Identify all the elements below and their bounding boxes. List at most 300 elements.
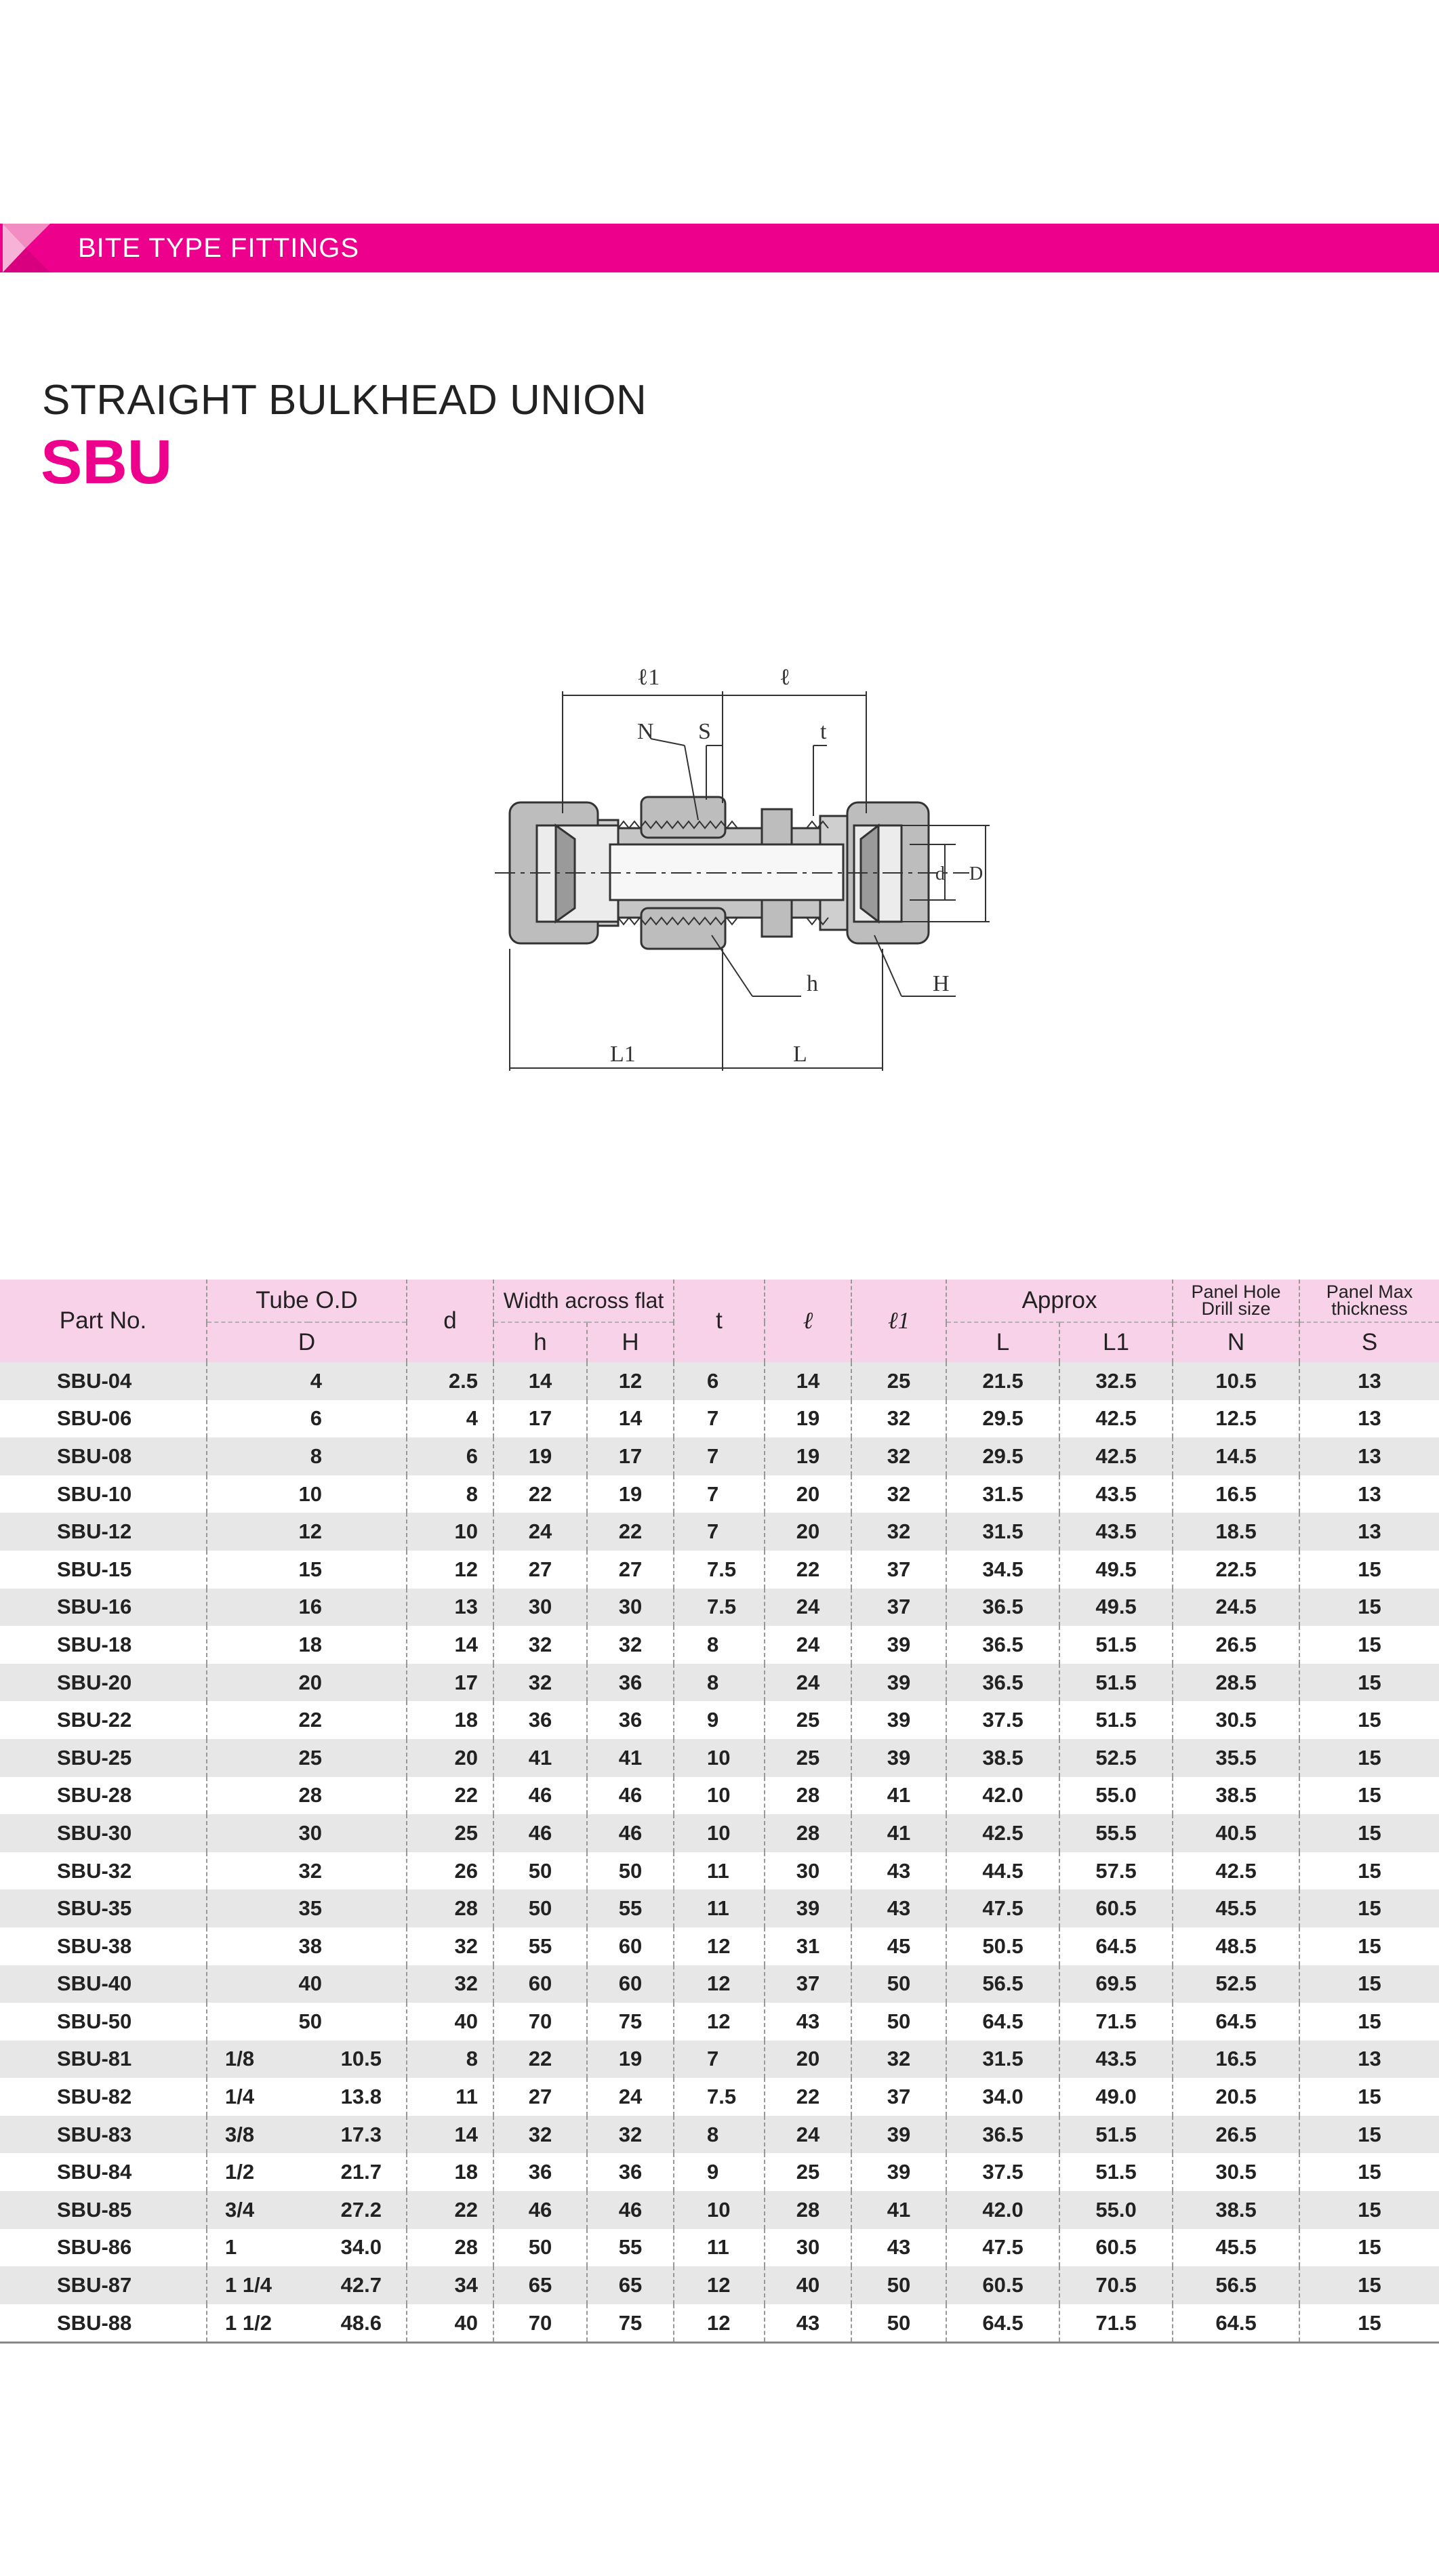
cell-tube-od: 40 — [207, 1965, 407, 2003]
cell-l1: 39 — [851, 2116, 946, 2154]
cell-d: 2.5 — [407, 1362, 493, 1400]
cell-panel-hole: 42.5 — [1173, 1852, 1299, 1890]
cell-h: 50 — [493, 2229, 587, 2267]
cell-approx-l: 56.5 — [946, 1965, 1059, 2003]
header-approx-l1: L1 — [1059, 1322, 1173, 1362]
cell-panel-max: 15 — [1299, 1551, 1439, 1589]
header-t: t — [674, 1280, 765, 1362]
cell-d: 10 — [407, 1513, 493, 1551]
cell-d: 14 — [407, 1626, 493, 1664]
cell-approx-l: 31.5 — [946, 1475, 1059, 1513]
cell-panel-max: 13 — [1299, 1362, 1439, 1400]
label-big-h: H — [933, 971, 950, 996]
cell-panel-max: 15 — [1299, 1852, 1439, 1890]
cell-h: 19 — [493, 1437, 587, 1475]
cell-l: 25 — [765, 2153, 851, 2191]
cell-approx-l: 38.5 — [946, 1739, 1059, 1777]
cell-tube-od: 15 — [207, 1551, 407, 1589]
cell-approx-l: 29.5 — [946, 1400, 1059, 1438]
cell-l1: 39 — [851, 1701, 946, 1739]
cell-panel-max: 15 — [1299, 1814, 1439, 1852]
header-panel-max-line2: thickness — [1331, 1299, 1408, 1319]
cell-approx-l1: 49.5 — [1059, 1589, 1173, 1627]
cell-panel-hole: 28.5 — [1173, 1664, 1299, 1702]
table-row — [0, 1475, 1439, 1513]
header-panel-hole-line2: Drill size — [1201, 1299, 1271, 1319]
cell-tube-od: 50 — [207, 2003, 407, 2041]
cell-l: 24 — [765, 1664, 851, 1702]
cell-approx-l1: 70.5 — [1059, 2266, 1173, 2304]
chevron-badge-icon — [3, 224, 50, 272]
cell-approx-l: 37.5 — [946, 2153, 1059, 2191]
cell-big-h: 46 — [587, 2191, 674, 2229]
cell-d: 22 — [407, 2191, 493, 2229]
label-l1: ℓ1 — [637, 665, 660, 690]
cell-part-no: SBU-35 — [0, 1889, 207, 1927]
cell-approx-l1: 55.5 — [1059, 1814, 1173, 1852]
table-row — [0, 1814, 1439, 1852]
cell-h: 32 — [493, 2116, 587, 2154]
cell-tube-od: 25 — [207, 1739, 407, 1777]
cell-panel-hole: 26.5 — [1173, 1626, 1299, 1664]
cell-approx-l1: 43.5 — [1059, 1475, 1173, 1513]
cell-l1: 39 — [851, 1664, 946, 1702]
table-row — [0, 1551, 1439, 1589]
cell-t: 7.5 — [674, 2078, 765, 2116]
cell-panel-max: 15 — [1299, 1626, 1439, 1664]
cell-panel-hole: 24.5 — [1173, 1589, 1299, 1627]
cell-d: 28 — [407, 2229, 493, 2267]
cell-panel-max: 13 — [1299, 1475, 1439, 1513]
cell-approx-l: 50.5 — [946, 1927, 1059, 1965]
cell-panel-hole: 26.5 — [1173, 2116, 1299, 2154]
cell-panel-max: 13 — [1299, 2041, 1439, 2079]
cell-t: 10 — [674, 2191, 765, 2229]
cell-approx-l: 34.5 — [946, 1551, 1059, 1589]
cell-h: 36 — [493, 2153, 587, 2191]
table-row — [0, 1362, 1439, 1400]
cell-part-no: SBU-10 — [0, 1475, 207, 1513]
cell-panel-max: 15 — [1299, 2266, 1439, 2304]
cell-big-h: 36 — [587, 2153, 674, 2191]
cell-l1: 32 — [851, 1513, 946, 1551]
section-banner — [0, 224, 1439, 272]
cell-t: 7 — [674, 1513, 765, 1551]
cell-tube-od: 22 — [207, 1701, 407, 1739]
table-row — [0, 1513, 1439, 1551]
cell-big-h: 60 — [587, 1965, 674, 2003]
cell-part-no: SBU-04 — [0, 1362, 207, 1400]
cell-h: 32 — [493, 1626, 587, 1664]
cell-approx-l1: 51.5 — [1059, 1701, 1173, 1739]
cell-panel-max: 13 — [1299, 1513, 1439, 1551]
cell-panel-max: 15 — [1299, 1927, 1439, 1965]
cell-part-no: SBU-50 — [0, 2003, 207, 2041]
cell-t: 8 — [674, 1626, 765, 1664]
cell-approx-l: 31.5 — [946, 1513, 1059, 1551]
header-l: ℓ — [765, 1280, 851, 1362]
cell-l: 24 — [765, 1626, 851, 1664]
cell-l1: 32 — [851, 1475, 946, 1513]
cell-l1: 37 — [851, 2078, 946, 2116]
table-row — [0, 2116, 1439, 2154]
table-row — [0, 2229, 1439, 2267]
cell-l: 19 — [765, 1400, 851, 1438]
cell-l: 25 — [765, 1739, 851, 1777]
cell-panel-max: 15 — [1299, 2003, 1439, 2041]
cell-t: 11 — [674, 1852, 765, 1890]
cell-d: 28 — [407, 1889, 493, 1927]
cell-part-no: SBU-81 — [0, 2041, 207, 2079]
cell-tube-od: 6 — [207, 1400, 407, 1438]
cell-l1: 32 — [851, 2041, 946, 2079]
cell-big-h: 19 — [587, 1475, 674, 1513]
header-panel-hole-n: N — [1173, 1322, 1299, 1362]
cell-l1: 43 — [851, 1852, 946, 1890]
cell-part-no: SBU-87 — [0, 2266, 207, 2304]
cell-panel-hole: 18.5 — [1173, 1513, 1299, 1551]
cell-approx-l: 44.5 — [946, 1852, 1059, 1890]
cell-t: 10 — [674, 1739, 765, 1777]
cell-tube-od: 38 — [207, 1927, 407, 1965]
cell-l1: 50 — [851, 1965, 946, 2003]
cell-approx-l1: 43.5 — [1059, 2041, 1173, 2079]
cell-tube-od: 20 — [207, 1664, 407, 1702]
cell-panel-hole: 64.5 — [1173, 2304, 1299, 2343]
cell-l: 22 — [765, 1551, 851, 1589]
cell-tube-od: 16 — [207, 1589, 407, 1627]
cell-tube-od: 30 — [207, 1814, 407, 1852]
cell-approx-l: 42.5 — [946, 1814, 1059, 1852]
header-width-big-h: H — [587, 1322, 674, 1362]
cell-t: 7.5 — [674, 1551, 765, 1589]
table-row — [0, 1927, 1439, 1965]
cell-approx-l: 64.5 — [946, 2304, 1059, 2343]
cell-l1: 41 — [851, 2191, 946, 2229]
cell-l: 14 — [765, 1362, 851, 1400]
cell-big-h: 32 — [587, 2116, 674, 2154]
cell-big-h: 65 — [587, 2266, 674, 2304]
cell-d: 25 — [407, 1814, 493, 1852]
label-h: h — [807, 971, 818, 996]
cell-panel-hole: 16.5 — [1173, 2041, 1299, 2079]
cell-t: 7 — [674, 1475, 765, 1513]
label-l-lower: L — [793, 1042, 807, 1067]
header-width-h: h — [493, 1322, 587, 1362]
spec-table-body — [0, 1362, 1439, 2343]
label-big-d: D — [969, 863, 984, 884]
cell-approx-l1: 32.5 — [1059, 1362, 1173, 1400]
cell-panel-max: 15 — [1299, 1739, 1439, 1777]
fitting-body — [495, 797, 969, 949]
cell-panel-max: 15 — [1299, 2153, 1439, 2191]
table-row — [0, 2153, 1439, 2191]
cell-t: 7 — [674, 1437, 765, 1475]
cell-tube-inch: 3/8 — [207, 2116, 308, 2154]
table-row — [0, 2304, 1439, 2343]
cell-l: 28 — [765, 1814, 851, 1852]
cell-h: 32 — [493, 1664, 587, 1702]
table-row — [0, 1777, 1439, 1815]
cell-d: 8 — [407, 1475, 493, 1513]
cell-l1: 37 — [851, 1589, 946, 1627]
table-row — [0, 2003, 1439, 2041]
cell-tube-od: 10 — [207, 1475, 407, 1513]
cell-big-h: 55 — [587, 2229, 674, 2267]
cell-approx-l1: 52.5 — [1059, 1739, 1173, 1777]
cell-big-h: 17 — [587, 1437, 674, 1475]
cell-l1: 50 — [851, 2304, 946, 2343]
cell-t: 11 — [674, 1889, 765, 1927]
cell-part-no: SBU-32 — [0, 1852, 207, 1890]
cell-part-no: SBU-20 — [0, 1664, 207, 1702]
cell-panel-max: 15 — [1299, 1664, 1439, 1702]
product-code: SBU — [41, 428, 173, 497]
cell-panel-hole: 16.5 — [1173, 1475, 1299, 1513]
cell-panel-hole: 40.5 — [1173, 1814, 1299, 1852]
cell-panel-max: 15 — [1299, 2116, 1439, 2154]
cell-panel-max: 15 — [1299, 1589, 1439, 1627]
cell-approx-l1: 51.5 — [1059, 2116, 1173, 2154]
cell-approx-l1: 71.5 — [1059, 2003, 1173, 2041]
cell-l: 39 — [765, 1889, 851, 1927]
cell-d: 40 — [407, 2304, 493, 2343]
table-row — [0, 1437, 1439, 1475]
cell-l1: 32 — [851, 1437, 946, 1475]
cell-l: 28 — [765, 2191, 851, 2229]
label-l: ℓ — [779, 665, 791, 690]
cell-h: 17 — [493, 1400, 587, 1438]
header-panel-max — [1299, 1280, 1439, 1322]
cell-h: 27 — [493, 2078, 587, 2116]
cell-panel-max: 15 — [1299, 2191, 1439, 2229]
cell-tube-od: 8 — [207, 1437, 407, 1475]
cell-l1: 41 — [851, 1814, 946, 1852]
cell-l: 20 — [765, 2041, 851, 2079]
cell-approx-l1: 49.5 — [1059, 1551, 1173, 1589]
cell-panel-hole: 45.5 — [1173, 2229, 1299, 2267]
cell-d: 12 — [407, 1551, 493, 1589]
cell-approx-l: 47.5 — [946, 2229, 1059, 2267]
cell-tube-od: 4 — [207, 1362, 407, 1400]
cell-approx-l: 42.0 — [946, 2191, 1059, 2229]
cell-h: 50 — [493, 1852, 587, 1890]
cell-approx-l1: 43.5 — [1059, 1513, 1173, 1551]
cell-tube-od: 10.5 — [308, 2041, 407, 2079]
cell-d: 32 — [407, 1965, 493, 2003]
header-panel-hole-line1: Panel Hole — [1191, 1282, 1281, 1302]
cell-part-no: SBU-22 — [0, 1701, 207, 1739]
cell-approx-l1: 42.5 — [1059, 1437, 1173, 1475]
cell-approx-l1: 60.5 — [1059, 2229, 1173, 2267]
cell-approx-l: 34.0 — [946, 2078, 1059, 2116]
spec-table — [0, 1280, 1439, 2344]
cell-h: 24 — [493, 1513, 587, 1551]
cell-d: 17 — [407, 1664, 493, 1702]
cell-big-h: 22 — [587, 1513, 674, 1551]
cell-part-no: SBU-40 — [0, 1965, 207, 2003]
cell-big-h: 55 — [587, 1889, 674, 1927]
cell-l1: 32 — [851, 1400, 946, 1438]
cell-h: 70 — [493, 2003, 587, 2041]
cell-part-no: SBU-82 — [0, 2078, 207, 2116]
cell-panel-max: 15 — [1299, 1701, 1439, 1739]
cell-h: 46 — [493, 1814, 587, 1852]
cell-t: 10 — [674, 1777, 765, 1815]
cell-approx-l: 36.5 — [946, 1664, 1059, 1702]
cell-tube-od: 42.7 — [308, 2266, 407, 2304]
cell-approx-l1: 69.5 — [1059, 1965, 1173, 2003]
cell-big-h: 14 — [587, 1400, 674, 1438]
table-row — [0, 1626, 1439, 1664]
cell-panel-hole: 20.5 — [1173, 2078, 1299, 2116]
table-row — [0, 1664, 1439, 1702]
table-row — [0, 1589, 1439, 1627]
cell-panel-hole: 22.5 — [1173, 1551, 1299, 1589]
label-n: N — [637, 719, 654, 744]
cell-panel-hole: 12.5 — [1173, 1400, 1299, 1438]
cell-part-no: SBU-06 — [0, 1400, 207, 1438]
cell-t: 10 — [674, 1814, 765, 1852]
cell-t: 12 — [674, 2003, 765, 2041]
cell-l: 28 — [765, 1777, 851, 1815]
cell-part-no: SBU-38 — [0, 1927, 207, 1965]
cell-l: 31 — [765, 1927, 851, 1965]
cell-approx-l1: 60.5 — [1059, 1889, 1173, 1927]
cell-panel-hole: 52.5 — [1173, 1965, 1299, 2003]
cell-tube-inch: 1/2 — [207, 2153, 308, 2191]
cell-d: 6 — [407, 1437, 493, 1475]
cell-h: 27 — [493, 1551, 587, 1589]
cell-panel-hole: 48.5 — [1173, 1927, 1299, 1965]
header-panel-max-line1: Panel Max — [1326, 1282, 1413, 1302]
cell-h: 46 — [493, 2191, 587, 2229]
cell-part-no: SBU-25 — [0, 1739, 207, 1777]
cell-approx-l: 37.5 — [946, 1701, 1059, 1739]
label-l1-lower: L1 — [610, 1042, 636, 1067]
cell-tube-od: 35 — [207, 1889, 407, 1927]
cell-part-no: SBU-16 — [0, 1589, 207, 1627]
cell-l1: 43 — [851, 1889, 946, 1927]
cell-panel-max: 15 — [1299, 2304, 1439, 2343]
cell-d: 11 — [407, 2078, 493, 2116]
cell-t: 9 — [674, 1701, 765, 1739]
cell-approx-l: 36.5 — [946, 1626, 1059, 1664]
cell-tube-od: 48.6 — [308, 2304, 407, 2343]
cell-tube-od: 12 — [207, 1513, 407, 1551]
cell-d: 8 — [407, 2041, 493, 2079]
cell-tube-od: 34.0 — [308, 2229, 407, 2267]
cell-l: 25 — [765, 1701, 851, 1739]
cell-approx-l1: 51.5 — [1059, 1626, 1173, 1664]
cell-h: 65 — [493, 2266, 587, 2304]
cell-l1: 45 — [851, 1927, 946, 1965]
cell-part-no: SBU-84 — [0, 2153, 207, 2191]
cell-part-no: SBU-15 — [0, 1551, 207, 1589]
cell-approx-l1: 57.5 — [1059, 1852, 1173, 1890]
cell-approx-l1: 55.0 — [1059, 2191, 1173, 2229]
cell-l1: 50 — [851, 2266, 946, 2304]
cell-part-no: SBU-30 — [0, 1814, 207, 1852]
cell-l: 37 — [765, 1965, 851, 2003]
cell-t: 12 — [674, 1965, 765, 2003]
cell-part-no: SBU-12 — [0, 1513, 207, 1551]
table-row — [0, 2078, 1439, 2116]
cell-l: 43 — [765, 2003, 851, 2041]
cell-l1: 39 — [851, 2153, 946, 2191]
cell-big-h: 75 — [587, 2003, 674, 2041]
cell-panel-hole: 38.5 — [1173, 1777, 1299, 1815]
cell-tube-inch: 1 1/2 — [207, 2304, 308, 2343]
section-banner-label: BITE TYPE FITTINGS — [78, 233, 360, 263]
header-tube-od-d: D — [207, 1322, 407, 1362]
label-d: d — [935, 863, 945, 884]
product-title: STRAIGHT BULKHEAD UNION — [42, 377, 647, 424]
header-panel-hole — [1173, 1280, 1299, 1322]
cell-approx-l1: 55.0 — [1059, 1777, 1173, 1815]
cell-approx-l1: 51.5 — [1059, 2153, 1173, 2191]
table-row — [0, 1852, 1439, 1890]
cell-t: 8 — [674, 1664, 765, 1702]
cell-d: 22 — [407, 1777, 493, 1815]
cell-big-h: 24 — [587, 2078, 674, 2116]
cell-part-no: SBU-08 — [0, 1437, 207, 1475]
cell-h: 22 — [493, 1475, 587, 1513]
cell-tube-inch: 1/8 — [207, 2041, 308, 2079]
cell-l: 30 — [765, 1852, 851, 1890]
cell-panel-max: 13 — [1299, 1437, 1439, 1475]
cell-approx-l1: 71.5 — [1059, 2304, 1173, 2343]
cell-h: 70 — [493, 2304, 587, 2343]
cell-t: 7.5 — [674, 1589, 765, 1627]
cell-part-no: SBU-86 — [0, 2229, 207, 2267]
cell-tube-od: 27.2 — [308, 2191, 407, 2229]
cell-panel-hole: 64.5 — [1173, 2003, 1299, 2041]
cell-t: 7 — [674, 1400, 765, 1438]
cell-h: 14 — [493, 1362, 587, 1400]
cell-panel-max: 15 — [1299, 1965, 1439, 2003]
cell-t: 7 — [674, 2041, 765, 2079]
cell-approx-l1: 49.0 — [1059, 2078, 1173, 2116]
cell-tube-inch: 1 1/4 — [207, 2266, 308, 2304]
cell-h: 55 — [493, 1927, 587, 1965]
cell-l: 30 — [765, 2229, 851, 2267]
cell-t: 8 — [674, 2116, 765, 2154]
table-row — [0, 1739, 1439, 1777]
cell-big-h: 41 — [587, 1739, 674, 1777]
cell-tube-od: 13.8 — [308, 2078, 407, 2116]
cell-tube-od: 17.3 — [308, 2116, 407, 2154]
cell-l: 43 — [765, 2304, 851, 2343]
cell-approx-l1: 64.5 — [1059, 1927, 1173, 1965]
cell-l: 20 — [765, 1475, 851, 1513]
cell-big-h: 12 — [587, 1362, 674, 1400]
cell-part-no: SBU-88 — [0, 2304, 207, 2343]
cell-l1: 37 — [851, 1551, 946, 1589]
cell-t: 11 — [674, 2229, 765, 2267]
cell-h: 36 — [493, 1701, 587, 1739]
cell-l1: 43 — [851, 2229, 946, 2267]
cell-t: 12 — [674, 2266, 765, 2304]
cell-panel-max: 15 — [1299, 2229, 1439, 2267]
cell-approx-l: 21.5 — [946, 1362, 1059, 1400]
cell-big-h: 19 — [587, 2041, 674, 2079]
table-row — [0, 2266, 1439, 2304]
header-approx: Approx — [946, 1280, 1173, 1322]
cell-l: 20 — [765, 1513, 851, 1551]
cell-d: 40 — [407, 2003, 493, 2041]
cell-big-h: 75 — [587, 2304, 674, 2343]
